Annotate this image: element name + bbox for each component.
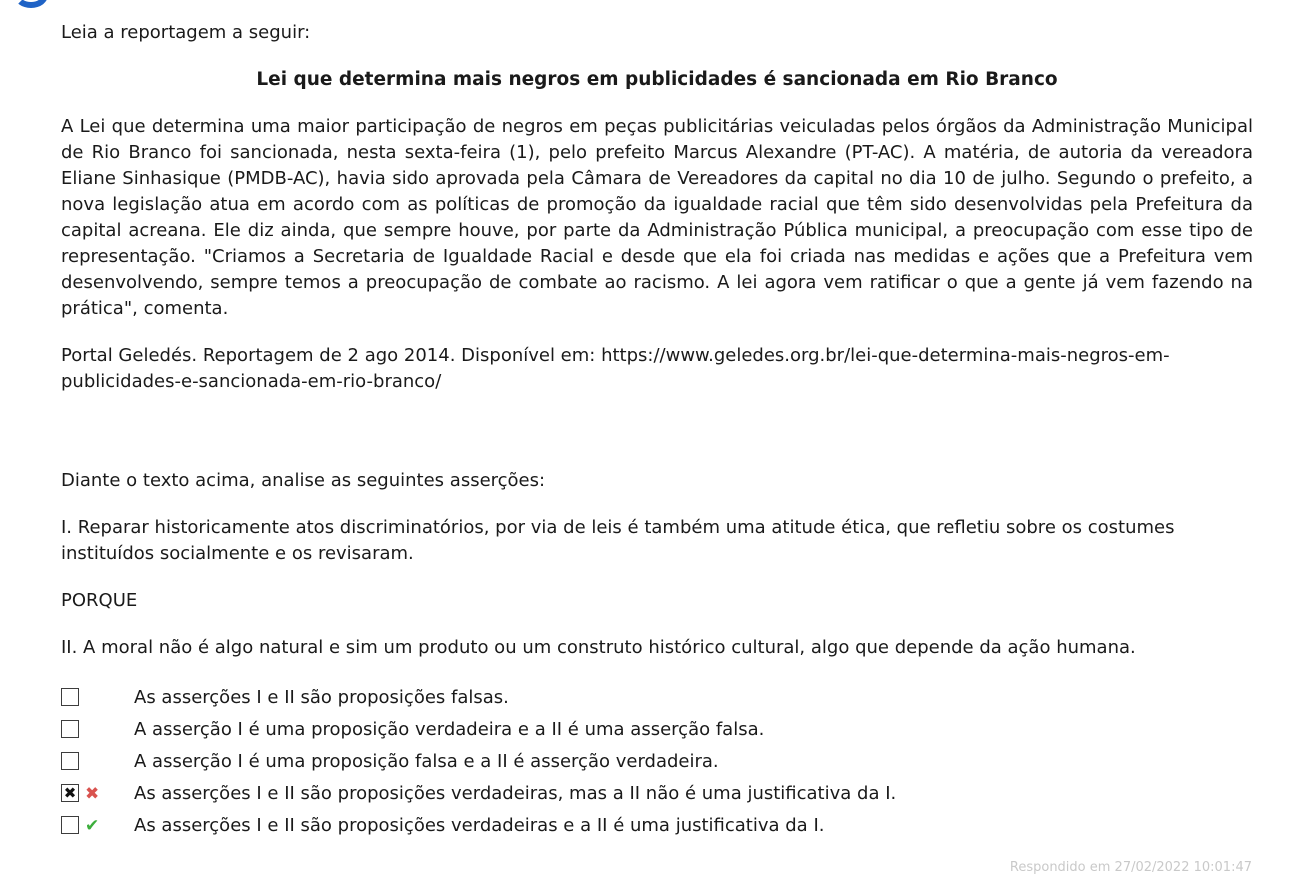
question-prompt: Diante o texto acima, analise as seguintes asserções: <box>61 470 546 491</box>
article-title: Lei que determina mais negros em publicidades é sancionada em Rio Branco <box>256 69 1058 90</box>
logo-icon <box>14 0 48 8</box>
checkbox[interactable] <box>61 688 79 706</box>
assertion-1: I. Reparar historicamente atos discriminatórios, por via de leis é também uma atitude ética, que refletiu sobre os costumes instituídos socialmente e os revisaram. <box>61 517 1175 564</box>
answer-option[interactable] <box>61 810 1253 842</box>
option-text: As asserções I e II são proposições verdadeiras e a II é uma justificativa da I. <box>134 815 825 836</box>
wrong-icon: ✖ <box>85 784 100 804</box>
answer-option[interactable] <box>61 682 1253 714</box>
correct-icon: ✔ <box>85 816 100 836</box>
option-text: A asserção I é uma proposição falsa e a II é asserção verdadeira. <box>134 751 719 772</box>
option-text: As asserções I e II são proposições verdadeiras, mas a II não é uma justificativa da I. <box>134 783 897 804</box>
answer-option[interactable] <box>61 714 1253 746</box>
article-body: A Lei que determina uma maior participação de negros em peças publicitárias veiculadas pelos órgãos da Administração Municipal de Rio Branco foi sancionada, nesta sexta-feira (1), pelo prefeito Marcus Alexandre (PT-AC). A matéria, de autoria da vereadora Eliane Sinhasique (PMDB-AC), havia sido aprovada pela Câmara de Vereadores da capital no dia 10 de julho. Segundo o prefeito, a nova legislação atua em acordo com as políticas de promoção da igualdade racial que têm sido desenvolvidas pela Prefeitura da capital acreana. Ele diz ainda, que sempre houve, por parte da Administração Pública municipal, a preocupação com esse tipo de representação. "Criamos a Secretaria de Igualdade Racial e desde que ela foi criada nas medidas e ações que a Prefeitura vem desenvolvendo, sempre temos a preocupação de combate ao racismo. A lei agora vem ratificar o que a gente já vem fazendo na prática", comenta. <box>61 116 1253 319</box>
assertion-2: II. A moral não é algo natural e sim um produto ou um construto histórico cultural, algo que depende da ação humana. <box>61 637 1136 658</box>
checkbox-checked[interactable]: ✖ <box>61 784 79 802</box>
checkbox[interactable] <box>61 752 79 770</box>
option-text: A asserção I é uma proposição verdadeira e a II é uma asserção falsa. <box>134 719 765 740</box>
intro-text: Leia a reportagem a seguir: <box>61 22 311 43</box>
option-text: As asserções I e II são proposições falsas. <box>134 687 509 708</box>
answer-option[interactable] <box>61 746 1253 778</box>
porque-label: PORQUE <box>61 590 138 611</box>
article-source: Portal Geledés. Reportagem de 2 ago 2014. Disponível em: https://www.geledes.org.br/lei-que-determina-mais-negros-em-publicidades-e-sancionada-em-rio-branco/ <box>61 345 1170 392</box>
answer-options <box>61 682 1253 842</box>
checkbox[interactable] <box>61 720 79 738</box>
question-content <box>61 20 1253 842</box>
answer-option[interactable] <box>61 778 1253 810</box>
answered-timestamp: Respondido em 27/02/2022 10:01:47 <box>1009 860 1252 875</box>
checkbox[interactable] <box>61 816 79 834</box>
